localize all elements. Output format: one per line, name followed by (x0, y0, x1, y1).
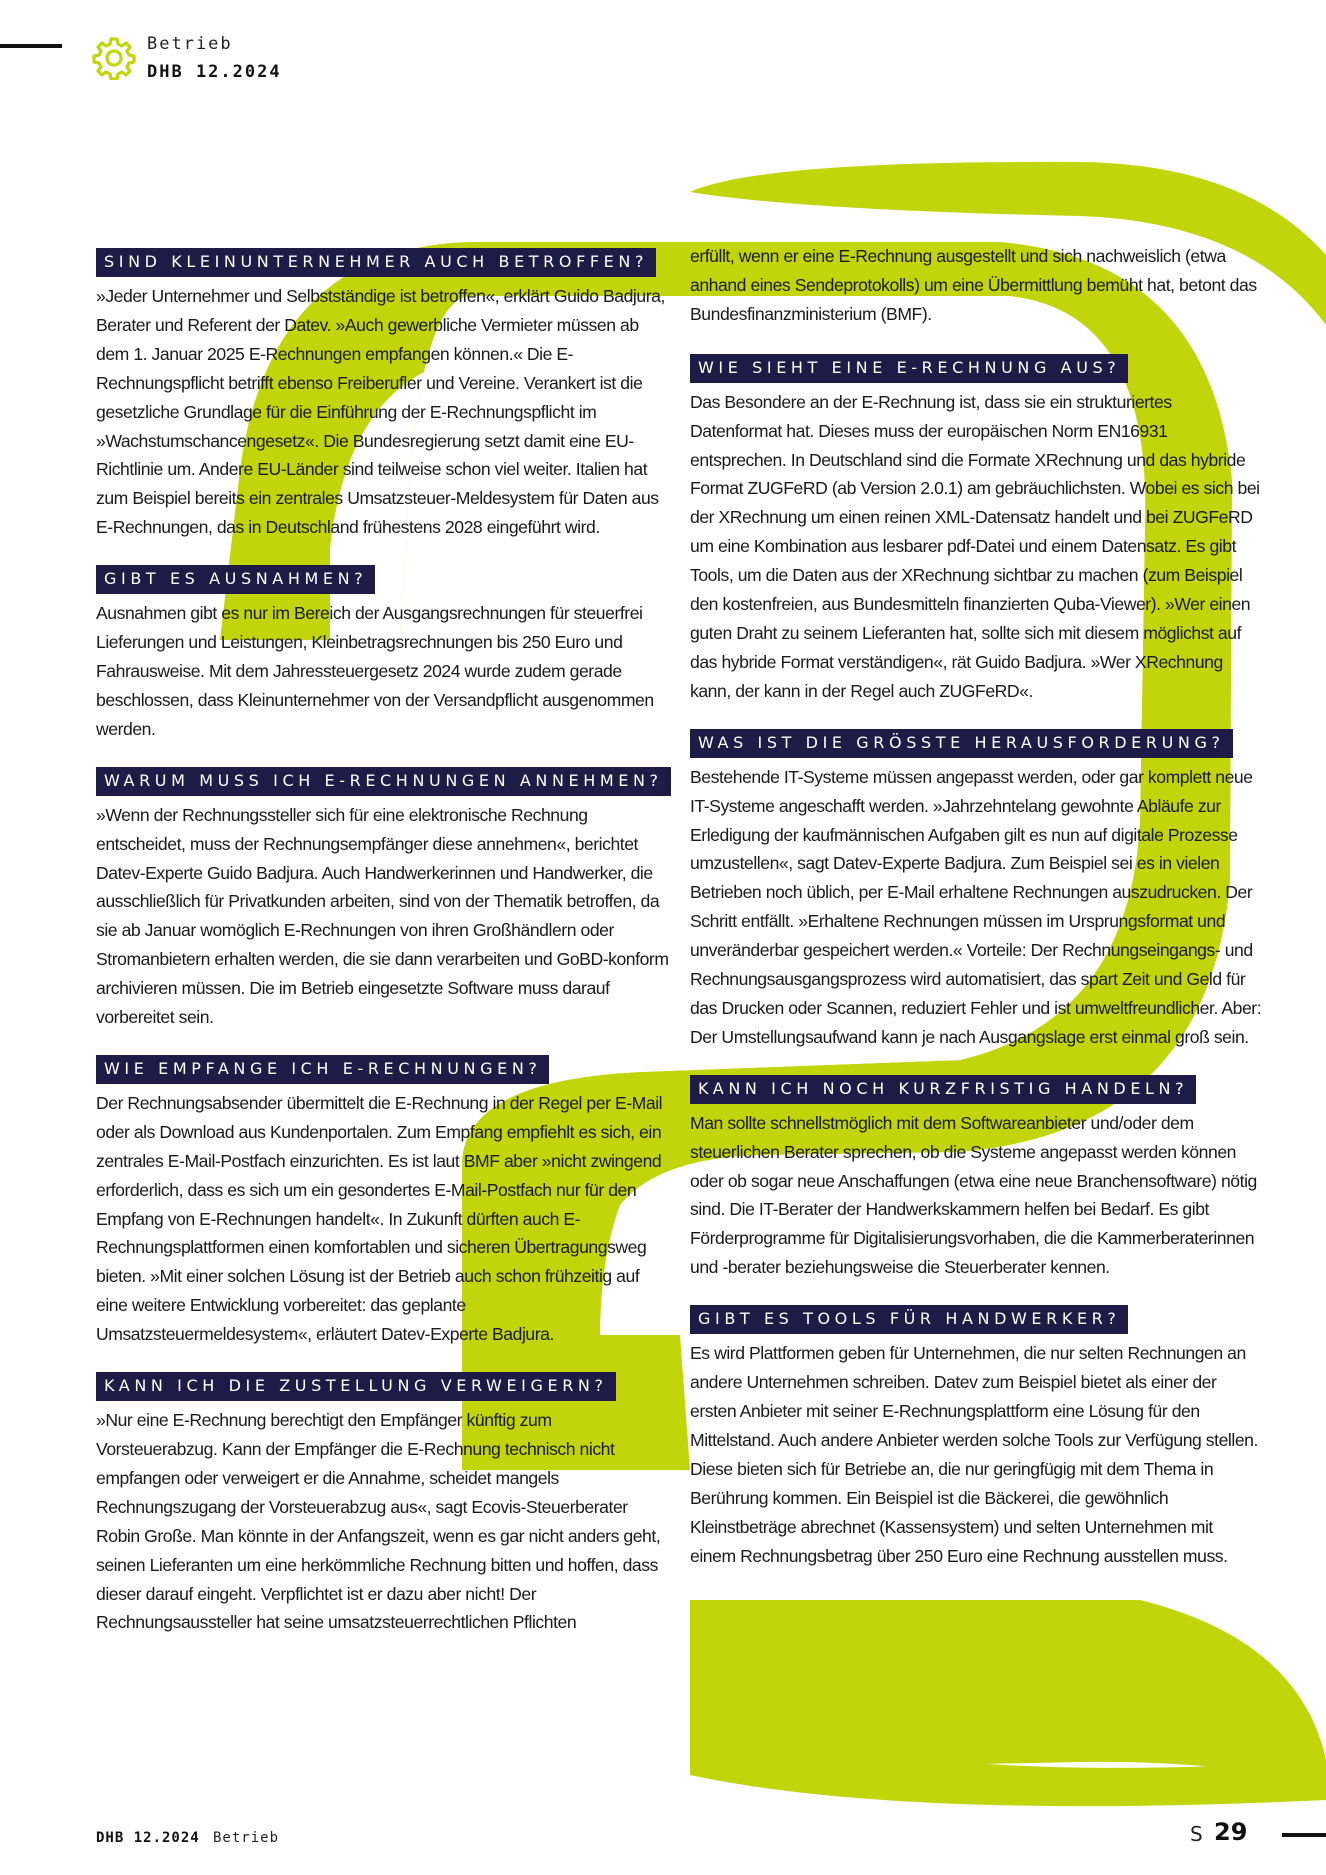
section-heading: KANN ICH DIE ZUSTELLUNG VERWEIGERN? (96, 1372, 616, 1401)
section-heading: KANN ICH NOCH KURZFRISTIG HANDELN? (690, 1075, 1196, 1104)
section-heading: GIBT ES TOOLS FÜR HANDWERKER? (690, 1305, 1128, 1334)
footer-issue-label: DHB 12.2024 (96, 1830, 200, 1846)
article-section (96, 1372, 674, 1637)
section-text: Man sollte schnellstmöglich mit dem Softwareanbieter und/oder dem steuerlichen Berater sprechen, ob die Systeme angepasst werden können oder ob sogar neue Anschaffungen (etwa eine neue Branchensoftware) nötig sind. Die IT-Berater der Handwerkskammern helfen bei Bedarf. Es gibt Förderprogramme für Digitalisierungsvorhaben, die die Kammerberaterinnen und -berater beziehungsweise die Steuerberater kennen. (690, 1112, 1257, 1278)
section-heading: GIBT ES AUSNAHMEN? (96, 565, 375, 594)
article-section (690, 354, 1262, 706)
section-heading: WAS IST DIE GRÖSSTE HERAUSFORDERUNG? (690, 729, 1233, 758)
section-text: Der Rechnungsabsender übermittelt die E-Rechnung in der Regel per E-Mail oder als Download aus Kundenportalen. Zum Empfang empfiehlt es sich, ein zentrales E-Mail-Postfach einzurichten. Es ist laut BMF aber »nicht zwingend erforderlich, dass es sich um ein gesondertes E-Mail-Postfach nur für den Empfang von E-Rechnungen handelt«. In Zukunft dürften auch E-Rechnungsplattformen einen komfortablen und sicheren Übertragungsweg bieten. »Mit einer solchen Lösung ist der Betrieb auch schon frühzeitig auf eine weitere Entwicklung vorbereitet: das geplante Umsatzsteuermeldesystem«, erläutert Datev-Experte Badjura. (96, 1092, 663, 1345)
article-section (690, 1075, 1262, 1282)
header-section-label: Betrieb (147, 34, 233, 54)
page-number: 29 (1214, 1818, 1248, 1846)
section-text: Bestehende IT-Systeme müssen angepasst werden, oder gar komplett neue IT-Systeme angeschafft werden. »Jahrzehntelang gewohnte Abläufe zur Erledigung der kaufmännischen Aufgaben gilt es nun auf digitale Prozesse umzustellen«, sagt Datev-Experte Badjura. Zum Beispiel sei es in vielen Betrieben noch üblich, per E-Mail erhaltene Rechnungen auszudrucken. Der Schritt entfällt. »Erhaltene Rechnungen müssen im Ursprungsformat und unveränderbar gespeichert werden.« Vorteile: Der Rechnungseingangs- und Rechnungsausgangsprozess wird automatisiert, das spart Zeit und Geld für das Drucken oder Scannen, reduziert Fehler und ist umweltfreundlicher. Aber: Der Umstellungsaufwand kann je nach Ausgangslage erst einmal groß sein. (690, 766, 1262, 1047)
section-heading: WARUM MUSS ICH E-RECHNUNGEN ANNEHMEN? (96, 767, 671, 796)
article-section (690, 1305, 1262, 1570)
header-rule (0, 44, 62, 48)
article-section (96, 248, 674, 542)
page-prefix: S (1190, 1822, 1203, 1846)
section-text: Es wird Plattformen geben für Unternehmen, die nur selten Rechnungen an andere Unternehmen schreiben. Datev zum Beispiel bietet als einer der ersten Anbieter mit seiner E-Rechnungsplattform eine Lösung für den Mittelstand. Auch andere Anbieter werden solche Tools zur Verfügung stellen. Diese bieten sich für Betriebe an, die nur geringfügig mit dem Thema in Berührung kommen. Ein Beispiel ist die Bäckerei, die gewöhnlich Kleinstbeträge abrechnet (Kassensystem) und selten Unternehmen mit einem Rechnungsbetrag über 250 Euro eine Rechnung ausstellen muss. (690, 1343, 1258, 1566)
footer-section-label: Betrieb (213, 1830, 280, 1846)
article-section (96, 1055, 674, 1349)
article-section (96, 767, 674, 1032)
header-issue-label: DHB 12.2024 (147, 62, 282, 82)
section-text: Das Besondere an der E-Rechnung ist, dass sie ein strukturiertes Datenformat hat. Dieses muss der europäischen Norm EN16931 entsprechen. In Deutschland sind die Formate XRechnung und das hybride Format ZUGFeRD (ab Version 2.0.1) am gebräuchlichsten. Wobei es sich bei der XRechnung um einen reinen XML-Datensatz handelt und bei ZUGFeRD um eine Kombination aus lesbarer pdf-Datei und einem Datensatz. Es gibt Tools, um die Daten aus der XRechnung sichtbar zu machen (zum Beispiel den kostenfreien, aus Bundesmitteln finanzierten Quba-Viewer). »Wer einen guten Draht zu seinem Lieferanten hat, sollte sich mit diesem möglichst auf das hybride Format verständigen«, rät Guido Badjura. »Wer XRechnung kann, der kann in der Regel auch ZUGFeRD«. (690, 391, 1260, 701)
article-section (690, 729, 1262, 1052)
left-column (96, 248, 674, 1660)
section-heading: SIND KLEINUNTERNEHMER AUCH BETROFFEN? (96, 248, 656, 277)
section-text: »Jeder Unternehmer und Selbstständige ist betroffen«, erklärt Guido Badjura, Berater und Referent der Datev. »Auch gewerbliche Vermieter müssen ab dem 1. Januar 2025 E-Rechnungen empfangen können.« Die E-Rechnungspflicht betrifft ebenso Freiberufler und Vereine. Verankert ist die gesetzliche Grundlage für die Einführung der E-Rechnungspflicht im »Wachstumschancengesetz«. Die Bundesregierung setzt damit eine EU-Richtlinie um. Andere EU-Länder sind teilweise schon viel weiter. Italien hat zum Beispiel bereits ein zentrales Umsatzsteuer-Meldesystem für Daten aus E-Rechnungen, das in Deutschland frühestens 2028 eingeführt wird. (96, 286, 665, 538)
right-column (690, 242, 1262, 1593)
continuation-text: erfüllt, wenn er eine E-Rechnung ausgestellt und sich nachweislich (etwa anhand eines Sendeprotokolls) um eine Übermittlung bemüht hat, betont das Bundesfinanzministerium (BMF). (690, 246, 1257, 324)
section-text: Ausnahmen gibt es nur im Bereich der Ausgangsrechnungen für steuerfrei Lieferungen und Leistungen, Kleinbetragsrechnungen bis 250 Euro und Fahrausweise. Mit dem Jahressteuergesetz 2024 wurde zudem gerade beschlossen, dass Kleinunternehmer von der Versandpflicht ausgenommen werden. (96, 603, 654, 739)
section-heading: WIE EMPFANGE ICH E-RECHNUNGEN? (96, 1055, 549, 1084)
section-heading: WIE SIEHT EINE E-RECHNUNG AUS? (690, 354, 1128, 383)
article-section (96, 565, 674, 744)
gear-icon (92, 36, 136, 80)
section-text: »Wenn der Rechnungssteller sich für eine elektronische Rechnung entscheidet, muss der Rechnungsempfänger diese annehmen«, berichtet Datev-Experte Guido Badjura. Auch Handwerkerinnen und Handwerker, die ausschließlich für Privatkunden arbeiten, sind von der Thematik betroffen, da sie ab Januar womöglich E-Rechnungen von ihren Großhändlern oder Stromanbietern erhalten werden, die sie dann verarbeiten und GoBD-konform archivieren müssen. Die im Betrieb eingesetzte Software muss darauf vorbereitet sein. (96, 804, 669, 1028)
footer-rule (1282, 1833, 1326, 1837)
section-text: »Nur eine E-Rechnung berechtigt den Empfänger künftig zum Vorsteuerabzug. Kann der Empfänger die E-Rechnung technisch nicht empfangen oder verweigert er die Annahme, scheidet mangels Rechnungszugang der Vorsteuerabzug aus«, sagt Ecovis-Steuerberater Robin Große. Man könnte in der Anfangszeit, wenn es gar nicht anders geht, seinen Lieferanten um eine herkömmliche Rechnung bitten und hoffen, dass dieser darauf eingeht. Verpflichtet ist er dazu aber nicht! Der Rechnungsaussteller hat seine umsatzsteuerrechtlichen Pflichten (96, 1410, 661, 1633)
